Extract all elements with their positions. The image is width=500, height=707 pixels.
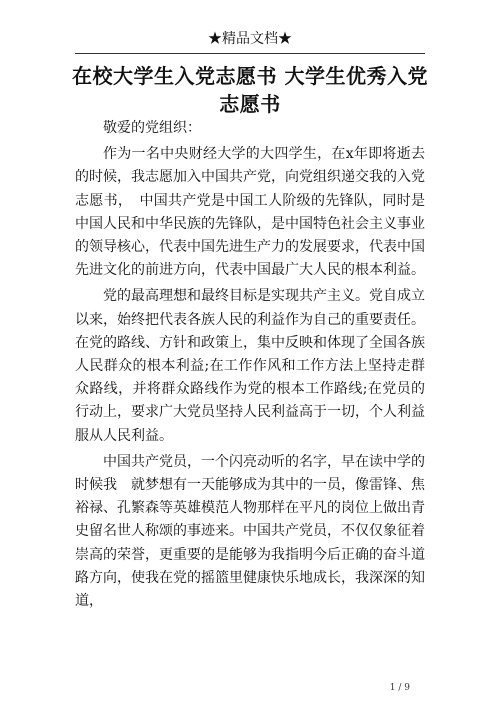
body-paragraph-1: 作为一名中央财经大学的大四学生，在x年即将逝去的时候，我志愿加入中国共产党，向党组织递交我的入党志愿书， 中国共产党是中国工人阶级的先锋队，同时是中国人民和中华民族的先锋队，是中国特色社会主义事业的领导核心，代表中国先进生产力的发展要求，代表中国先进文化的前进方向，代表中国最广大人民的根本利益。 (75, 146, 425, 279)
body-paragraph-2: 党的最高理想和最终目标是实现共产主义。党自成立以来，始终把代表各族人民的利益作为自己的重要责任。在党的路线、方针和政策上，集中反映和体现了全国各族人民群众的根本利益;在工作作风和工作方法上坚持走群众路线，并将群众路线作为党的根本工作路线;在党员的行动上，要求广大党员坚持人民利益高于一切，个人利益服从人民利益。 (75, 288, 425, 444)
body-paragraph-3: 中国共产党员，一个闪亮动听的名字，早在读中学的时候我 就梦想有一天能够成为其中的一员，像雷锋、焦裕禄、孔繁森等英雄模范人物那样在平凡的岗位上做出青史留名世人称颂的事迹来。中国共产党员，不仅仅象征着崇高的荣誉，更重要的是能够为我指明今后正确的奋斗道路方向，使我在党的摇篮里健康快乐地成长，我深深的知道， (75, 453, 425, 610)
page-number: 1 / 9 (389, 683, 410, 693)
header-divider (75, 53, 425, 54)
document-body (75, 117, 425, 613)
salutation: 敬爱的党组织： (103, 120, 201, 136)
document-title: 在校大学生入党志愿书 大学生优秀入党志愿书 (72, 64, 428, 116)
page-header: ★精品文档★ (208, 31, 292, 47)
